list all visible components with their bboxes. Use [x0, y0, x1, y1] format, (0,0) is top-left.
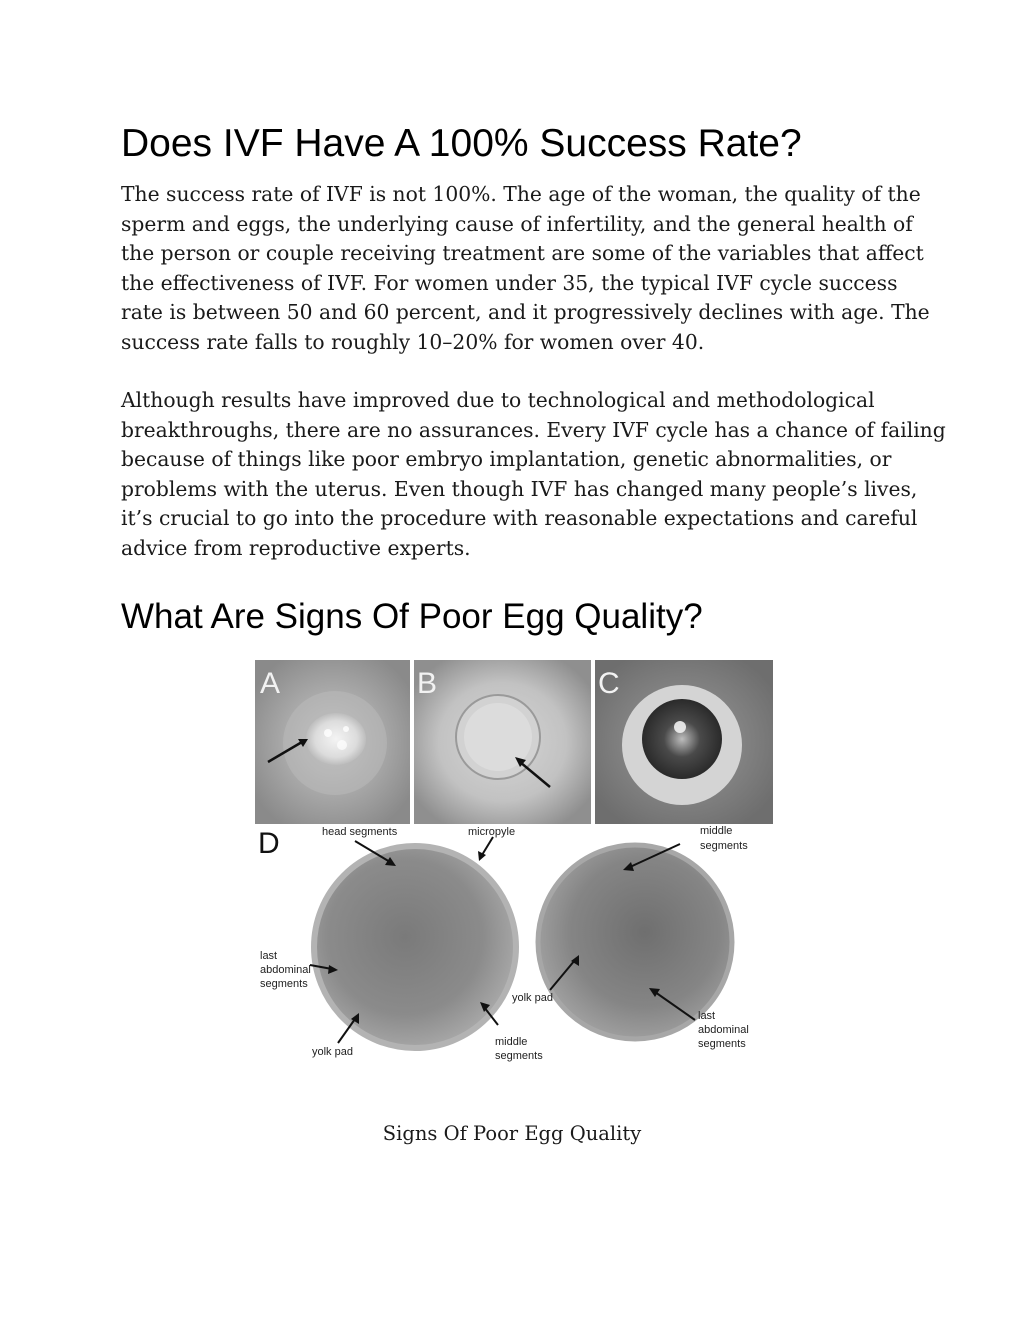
panel-a — [255, 660, 410, 824]
paragraph-line: rate is between 50 and 60 percent, and it progressively declines with age. The — [121, 300, 930, 325]
paragraph-line: Although results have improved due to technological and methodological — [121, 388, 875, 412]
label-middle-segments-right: segments — [700, 840, 748, 852]
panel-a-letter: A — [260, 667, 281, 700]
ivf-assurances-paragraph — [121, 386, 946, 564]
paragraph-line: problems with the uterus. Even though IVF has changed many people’s lives, — [121, 476, 918, 501]
ivf-success-paragraph — [121, 180, 930, 358]
paragraph-line: The success rate of IVF is not 100%. The age of the woman, the quality of the — [121, 182, 921, 206]
label-last-abdominal-left: last — [260, 950, 278, 962]
paragraph-line: success rate falls to roughly 10–20% for women over 40. — [121, 329, 705, 354]
paragraph-line: breakthroughs, there are no assurances. Every IVF cycle has a chance of failing — [121, 417, 946, 442]
figure-caption: Signs Of Poor Egg Quality — [382, 1122, 642, 1145]
label-yolk-pad-right: yolk pad — [512, 992, 553, 1004]
paragraph-line: the effectiveness of IVF. For women under 35, the typical IVF cycle success — [121, 270, 898, 295]
paragraph-line: because of things like poor embryo implantation, genetic abnormalities, or — [121, 447, 892, 472]
label-middle-segments-right: middle — [700, 825, 733, 837]
label-middle-segments-bottom: segments — [495, 1050, 543, 1062]
paragraph-line: the person or couple receiving treatment are some of the variables that affect — [121, 241, 924, 266]
panel-b-letter: B — [417, 667, 438, 700]
label-last-abdominal-right: segments — [698, 1038, 746, 1050]
paragraph-line: advice from reproductive experts. — [121, 535, 471, 560]
label-micropyle: micropyle — [468, 826, 516, 838]
paragraph-line: it’s crucial to go into the procedure with reasonable expectations and careful — [121, 506, 918, 531]
label-last-abdominal-left: abdominal — [260, 964, 311, 976]
label-yolk-pad-left: yolk pad — [312, 1046, 353, 1058]
panel-c — [595, 660, 773, 824]
paragraph-line: sperm and eggs, the underlying cause of infertility, and the general health of — [121, 211, 913, 236]
label-middle-segments-bottom: middle — [495, 1036, 528, 1048]
section-heading-egg-quality: What Are Signs Of Poor Egg Quality? — [121, 597, 703, 636]
label-last-abdominal-right: last — [698, 1010, 716, 1022]
page-title: Does IVF Have A 100% Success Rate? — [121, 122, 802, 165]
label-head-segments: head segments — [322, 826, 398, 838]
egg-quality-image — [250, 657, 786, 1082]
label-last-abdominal-left: segments — [260, 978, 308, 990]
panel-d-letter: D — [258, 827, 280, 860]
panel-d — [250, 825, 786, 1082]
panel-c-letter: C — [598, 667, 620, 700]
egg-quality-figure — [250, 657, 786, 1082]
panel-b — [414, 660, 591, 824]
label-last-abdominal-right: abdominal — [698, 1024, 749, 1036]
